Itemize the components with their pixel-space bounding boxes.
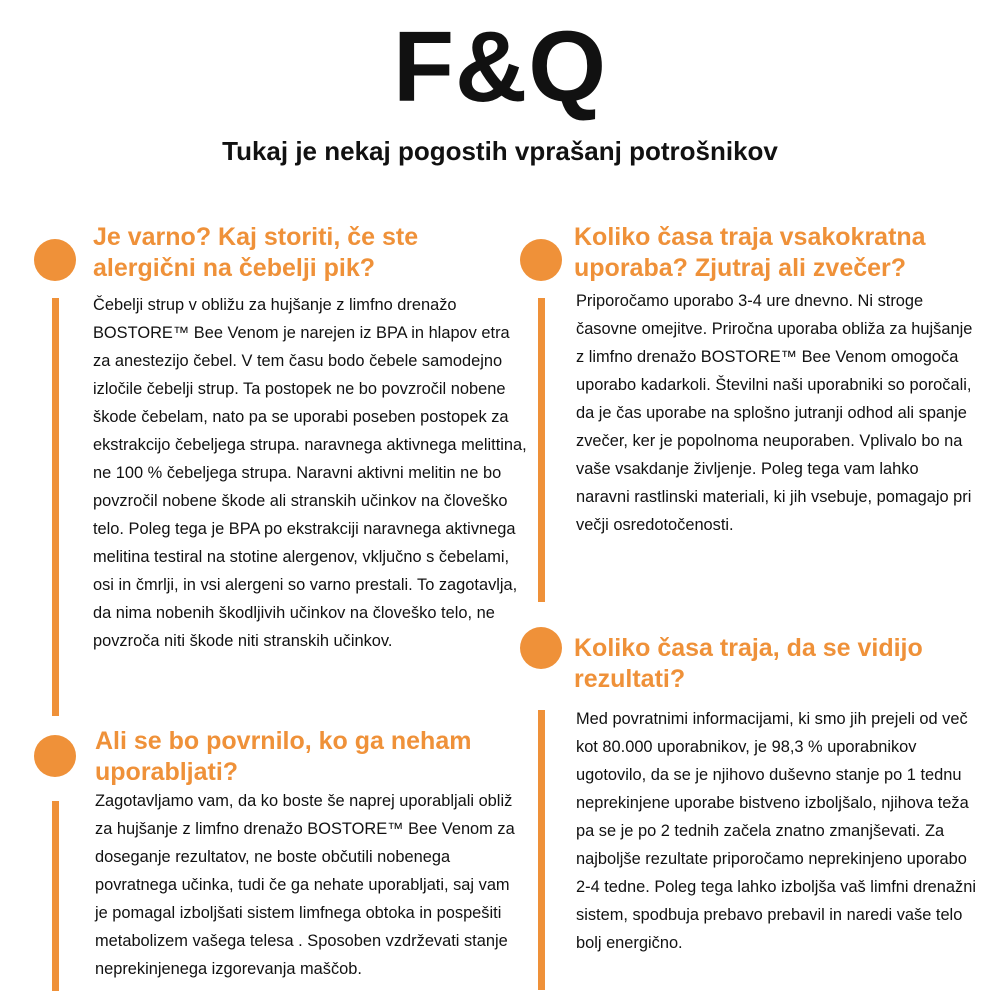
faq-answer-safety: Čebelji strup v obližu za hujšanje z limfno drenažo BOSTORE™ Bee Venom je narejen iz BPA in hlapov etra za anestezijo čebel. V tem času bodo čebele samodejno izločile čebelji strup. Ta postopek ne bo povzročil nobene škode čebelam, nato pa se uporabi poseben postopek za ekstrakcijo čebeljega strupa. naravnega aktivnega melittina, ne 100 % čebeljega strupa. Naravni aktivni melitin ne bo povzročil nobene škode ali stranskih učinkov na človeško telo. Poleg tega je BPA po ekstrakciji naravnega aktivnega melitina testiral na stotine alergenov, vključno s čebelami, osi in čmrlji, in vsi alergeni so varno prestali. To zagotavlja, da nima nobenih škodljivih učinkov na človeško telo, ne povzroča niti škode niti stranskih učinkov. — [93, 296, 527, 650]
page-subtitle: Tukaj je nekaj pogostih vprašanj potrošnikov — [222, 136, 778, 166]
faq-question-rebound: Ali se bo povrnilo, ko ga neham uporabljati? — [95, 727, 472, 786]
accent-bar — [52, 801, 59, 991]
bullet-dot-icon — [520, 627, 562, 669]
faq-question-duration: Koliko časa traja vsakokratna uporaba? Zjutraj ali zvečer? — [574, 223, 926, 282]
faq-question-safety: Je varno? Kaj storiti, če ste alergični na čebelji pik? — [93, 223, 419, 282]
bullet-dot-icon — [34, 239, 76, 281]
page-title: F&Q — [392, 11, 608, 123]
accent-bar — [538, 298, 545, 602]
accent-bar — [538, 710, 545, 990]
faq-answer-duration: Priporočamo uporabo 3-4 ure dnevno. Ni stroge časovne omejitve. Priročna uporaba obliža za hujšanje z limfno drenažo BOSTORE™ Bee Venom omogoča uporabo kadarkoli. Številni naši uporabniki so poročali, da je čas uporabe na splošno jutranji odhod ali spanje zvečer, ker je popolnoma neuporaben. Vplivalo bo na vaše vsakdanje življenje. Poleg tega vam lahko naravni rastlinski materiali, ki jih vsebuje, pomagajo pri večji osredotočenosti. — [576, 292, 973, 534]
faq-answer-rebound: Zagotavljamo vam, da ko boste še naprej uporabljali obliž za hujšanje z limfno drenažo BOSTORE™ Bee Venom za doseganje rezultatov, ne boste občutili nobenega povratnega učinka, tudi če ga nehate uporabljati, saj vam je pomagal izboljšati sistem limfnega obtoka in pospešiti metabolizem vašega telesa . Sposoben vzdrževati stanje neprekinjenega izgorevanja maščob. — [95, 792, 515, 978]
faq-answer-results: Med povratnimi informacijami, ki smo jih prejeli od več kot 80.000 uporabnikov, je 98,3 % uporabnikov ugotovilo, da se je njihovo duševno stanje po 1 tednu neprekinjene uporabe bistveno izboljšalo, njihova teža pa se je po 2 tednih začela znatno zmanjševati. Za najboljše rezultate priporočamo neprekinjeno uporabo 2-4 tedne. Poleg tega lahko izboljša vaš limfni drenažni sistem, spodbuja prebavo prebavil in naredi vaše telo bolj energično. — [576, 710, 976, 952]
accent-bar — [52, 298, 59, 716]
bullet-dot-icon — [34, 735, 76, 777]
faq-question-results: Koliko časa traja, da se vidijo rezultati? — [574, 634, 923, 693]
bullet-dot-icon — [520, 239, 562, 281]
